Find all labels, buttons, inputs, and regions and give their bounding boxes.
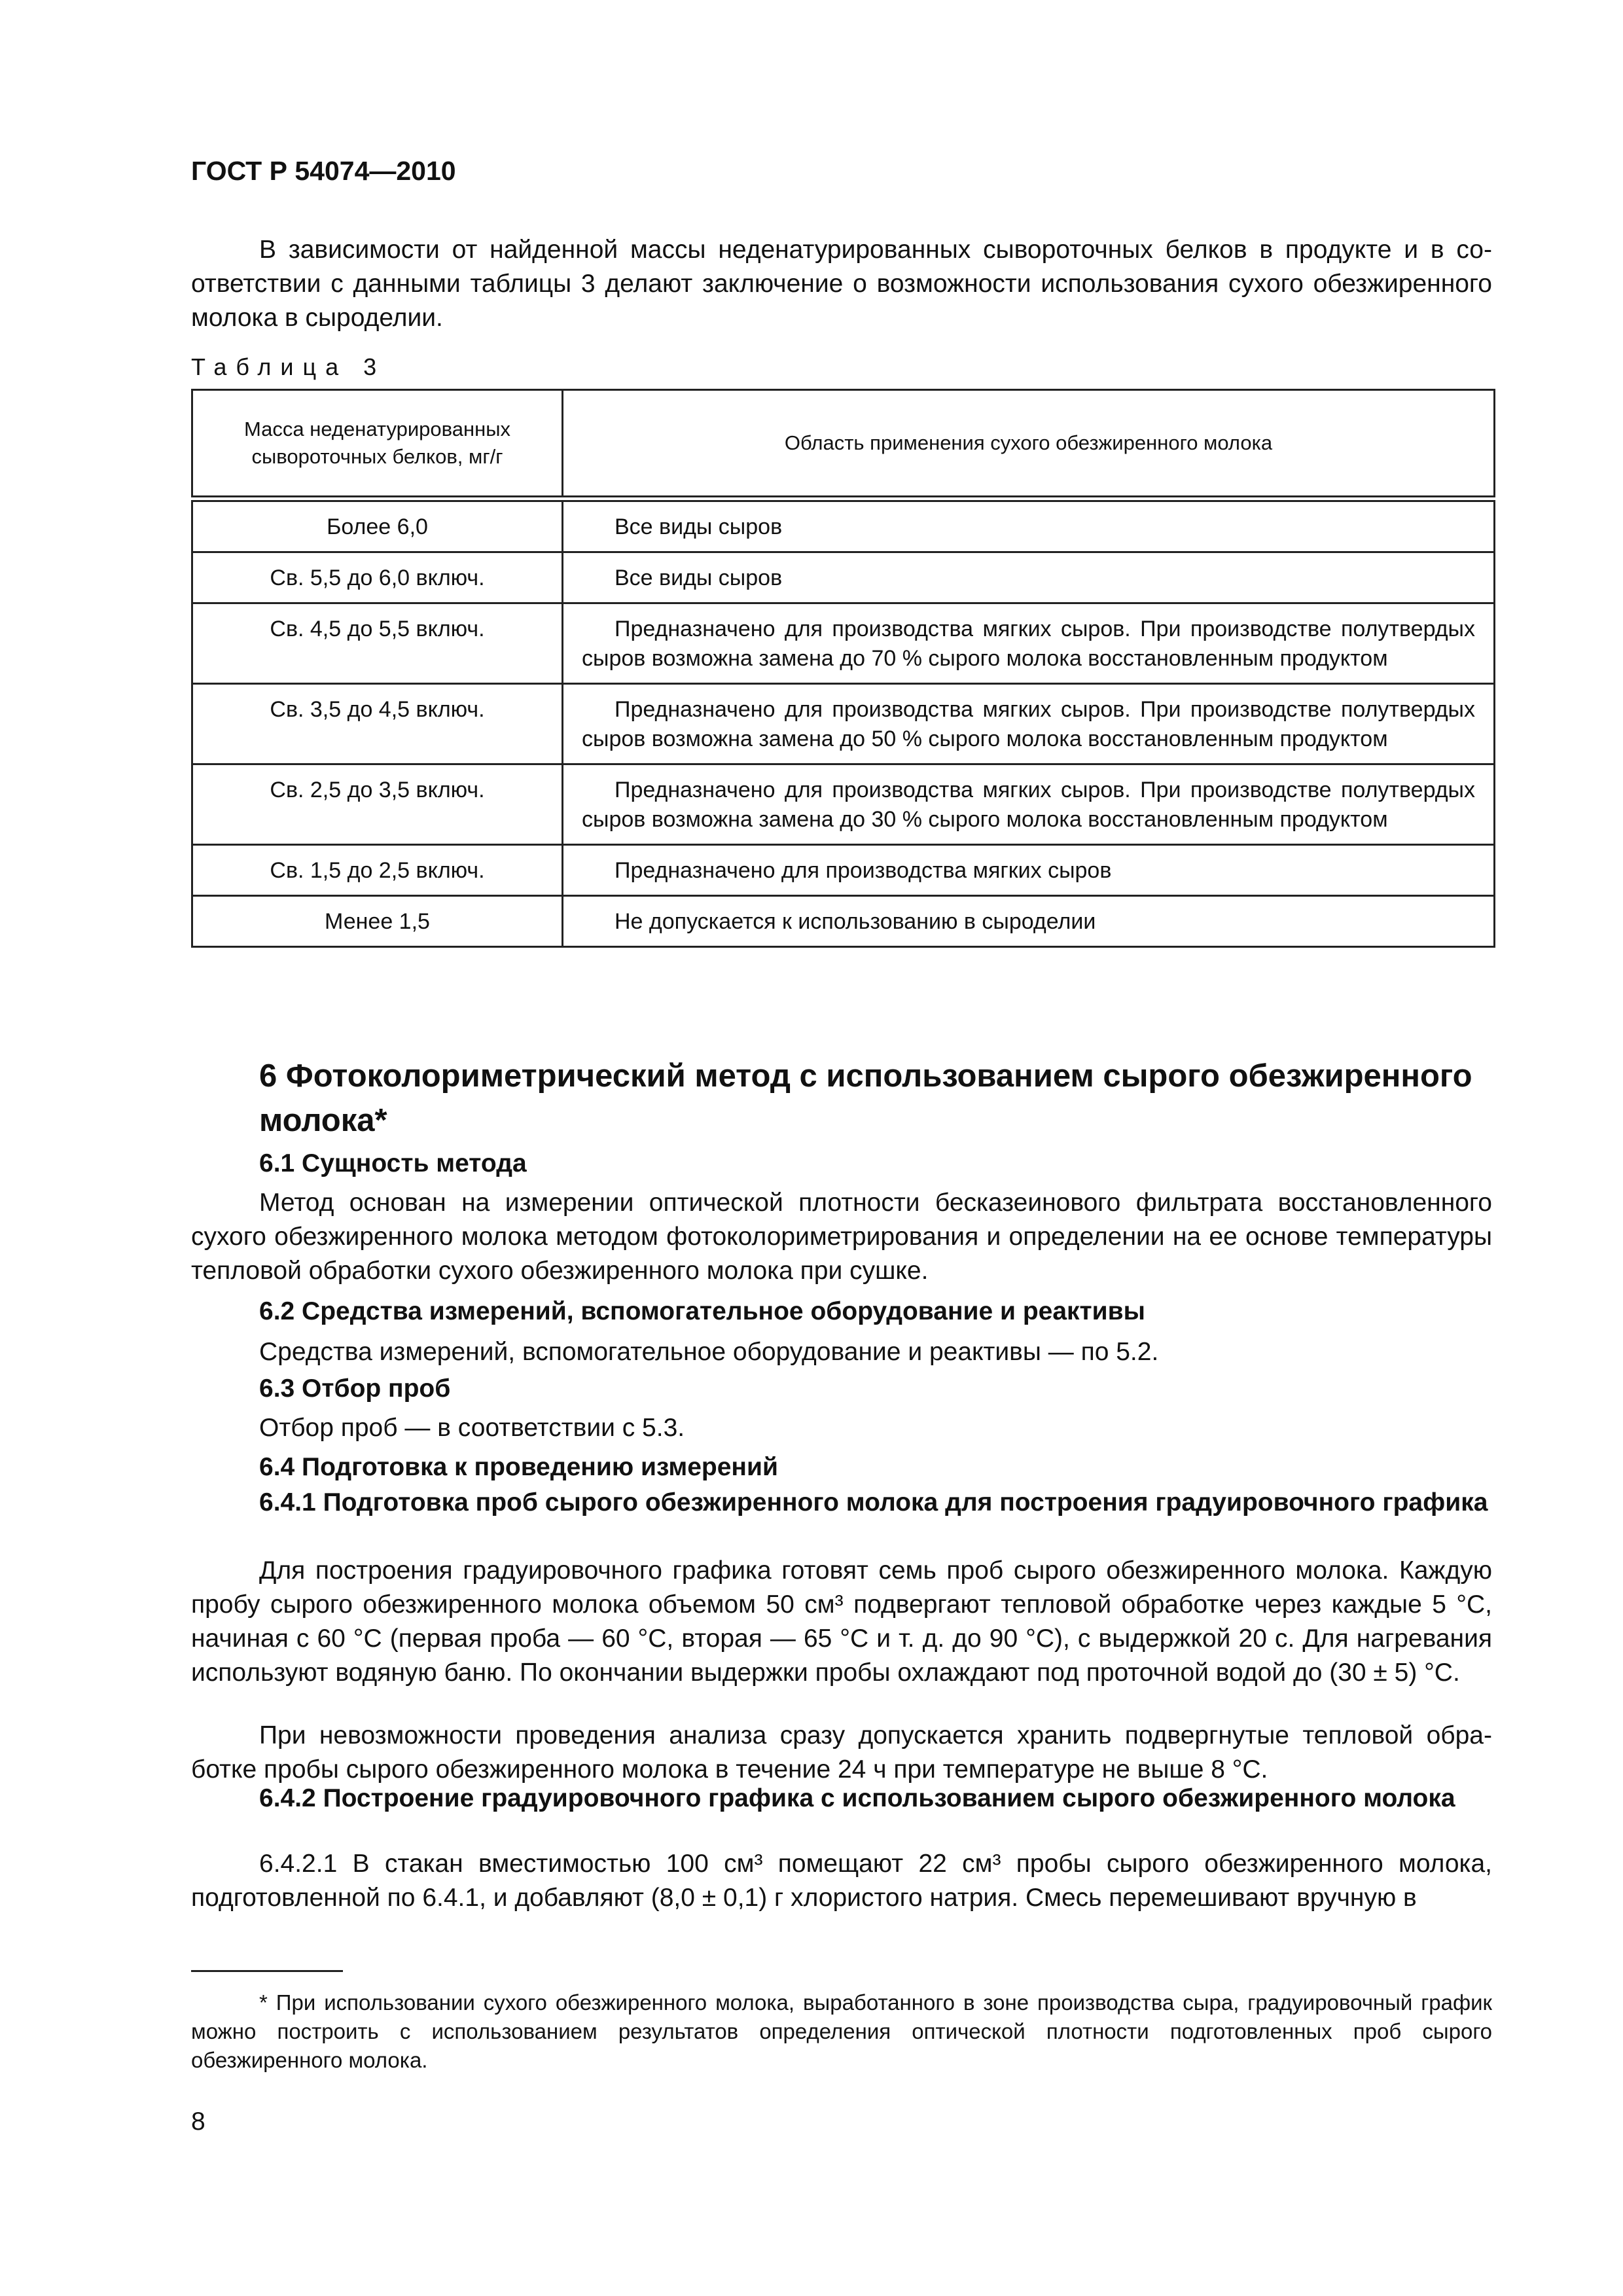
table-3 [191, 389, 1495, 948]
table-row [192, 896, 1495, 947]
section-6-4-1-title: 6.4.1 Подготовка проб сырого обезжиренного молока для построения градуировочного графика [259, 1488, 1488, 1516]
table-caption: Таблица 3 [191, 353, 386, 380]
section-6-4-1-paragraph-2: При невозможности проведения анализа сразу допускается хранить подвергнутые тепловой обработке пробы сырого обезжиренного молока в течение 24 ч при температуре не выше 8 °С. [191, 1721, 1492, 1784]
section-6-4-2-title: 6.4.2 Построение градуировочного графика с использованием сырого обезжиренного молока [259, 1784, 1455, 1812]
cell-application: Предназначено для производства мягких сыров. При производстве полутвердых сыров возможна замена до 70 % сырого молока восстановленным продуктом [563, 603, 1495, 684]
cell-application: Предназначено для производства мягких сыров [563, 845, 1495, 896]
cell-mass: Св. 5,5 до 6,0 включ. [192, 552, 563, 603]
cell-application: Все виды сыров [563, 499, 1495, 552]
cell-mass: Св. 1,5 до 2,5 включ. [192, 845, 563, 896]
section-6-1-title: 6.1 Сущность метода [259, 1149, 527, 1177]
section-6-title: 6 Фотоколориметрический метод с использованием сырого обезжиренного молока* [259, 1058, 1472, 1138]
section-6-4-1-paragraph-1: Для построения градуировочного графика готовят семь проб сырого обезжиренного молока. Каждую пробу сырого обезжиренного молока объемом 50 см³ подвергают тепловой обработке через каждые 5 °С, начиная с 60 °С (первая проба — 60 °С, вторая — 65 °С и т. д. до 90 °С), с выдержкой 20 с. Для нагревания используют водяную баню. По окончании выдержки пробы охлаждают под проточной водой до (30 ± 5) °С. [191, 1556, 1492, 1687]
table-row [192, 499, 1495, 552]
cell-mass: Св. 3,5 до 4,5 включ. [192, 684, 563, 764]
footnote: * При использовании сухого обезжиренного молока, выработанного в зоне производства сыра, градуировочный график можно построить с использованием результатов определения оптической плотности подготовленных проб сырого обезжиренного молока. [191, 1990, 1492, 2072]
table-row [192, 603, 1495, 684]
page-number: 8 [191, 2108, 205, 2136]
section-6-2-text: Средства измерений, вспомогательное оборудование и реактивы — по 5.2. [259, 1338, 1159, 1366]
table-row [192, 764, 1495, 845]
cell-application: Предназначено для производства мягких сыров. При производстве полутвердых сыров возможна замена до 30 % сырого молока восстановленным продуктом [563, 764, 1495, 845]
cell-application: Не допускается к использованию в сыроделии [563, 896, 1495, 947]
cell-mass: Св. 2,5 до 3,5 включ. [192, 764, 563, 845]
table-row [192, 684, 1495, 764]
table-row [192, 845, 1495, 896]
cell-mass: Более 6,0 [192, 499, 563, 552]
standard-code-header: ГОСТ Р 54074—2010 [191, 156, 456, 186]
section-6-1-text: Метод основан на измерении оптической плотности бесказеинового фильтрата восстановленного сухого обезжиренного молока методом фотоколориметрирования и определении на ее основе температуры тепловой обработки сухого обезжиренного молока при сушке. [191, 1189, 1492, 1285]
col-header-application: Область применения сухого обезжиренного молока [563, 390, 1495, 499]
cell-application: Все виды сыров [563, 552, 1495, 603]
footnote-separator [191, 1970, 343, 1972]
table-header-row [192, 390, 1495, 499]
cell-application: Предназначено для производства мягких сыров. При производстве полутвердых сыров возможна замена до 50 % сырого молока восстановленным продуктом [563, 684, 1495, 764]
cell-mass: Св. 4,5 до 5,5 включ. [192, 603, 563, 684]
table-row [192, 552, 1495, 603]
cell-mass: Менее 1,5 [192, 896, 563, 947]
section-6-4-2-1-text: 6.4.2.1 В стакан вместимостью 100 см³ помещают 22 см³ пробы сырого обезжиренного молока, подготовленной по 6.4.1, и добавляют (8,0 ± 0,1) г хлористого натрия. Смесь перемешивают вручную в [191, 1850, 1492, 1912]
col-header-mass: Масса неденатурированных сывороточных белков, мг/г [192, 390, 563, 499]
section-6-2-title: 6.2 Средства измерений, вспомогательное оборудование и реактивы [259, 1297, 1145, 1325]
intro-paragraph: В зависимости от найденной массы неденатурированных сывороточных белков в продукте и в соответствии с данными таблицы 3 делают заключение о возможности использования сухого обезжиренного молока в сыроделии. [191, 236, 1492, 332]
section-6-3-text: Отбор проб — в соответствии с 5.3. [259, 1414, 685, 1442]
section-6-4-title: 6.4 Подготовка к проведению измерений [259, 1453, 778, 1481]
section-6-3-title: 6.3 Отбор проб [259, 1374, 451, 1403]
